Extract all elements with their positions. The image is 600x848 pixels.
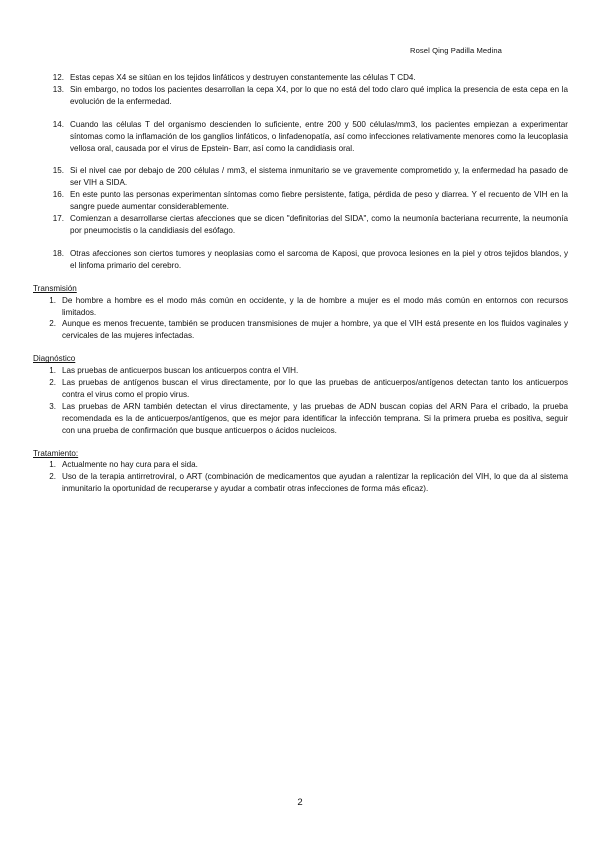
list-item: [30, 295, 568, 319]
item-text: Uso de la terapia antirretroviral, o ART (combinación de medicamentos que ayudan a ralentizar la replicación del VIH, lo que da al sistema inmunitario la oportunidad de recuperarse y ayudar a combatir otras infecciones de forma más eficaz).: [62, 472, 568, 494]
list-item-17: [30, 213, 568, 237]
numbered-list: [30, 72, 568, 272]
item-number: 17.: [52, 214, 64, 224]
item-number: 1.: [49, 460, 56, 470]
item-number: 13.: [52, 84, 64, 94]
item-number: 1.: [49, 295, 56, 305]
item-number: 14.: [52, 119, 64, 129]
item-text: Las pruebas de ARN también detectan el virus directamente, y las pruebas de ADN buscan copias del ARN Para el cribado, la prueba recomendada es la de anticuerpos/antígenos, que es mejor para identificar la infección temprana. Si la primera prueba es positiva, seguir con una prueba de confirmación que busque anticuerpos o ácidos nucleicos.: [62, 401, 568, 435]
document-body: [30, 72, 568, 495]
list-item-13: [30, 84, 568, 108]
item-text: Comienzan a desarrollarse ciertas afecciones que se dicen "definitorias del SIDA", como la neumonía bacteriana recurrente, la neumonía por pneumocistis o la candidiasis del esófago.: [70, 214, 568, 235]
item-number: 2.: [49, 378, 56, 388]
item-number: 1.: [49, 366, 56, 376]
list-item-18: [30, 248, 568, 272]
item-text: Estas cepas X4 se sitúan en los tejidos linfáticos y destruyen constantemente las células T CD4.: [70, 73, 416, 82]
section-heading: Transmisión: [33, 283, 77, 293]
section-transmision: [30, 283, 568, 343]
list-item: [30, 459, 568, 471]
item-number: 18.: [52, 248, 64, 258]
section-diagnostico: [30, 353, 568, 436]
item-number: 15.: [52, 166, 64, 176]
list-item-14: [30, 119, 568, 155]
item-number: 12.: [52, 73, 64, 82]
author-header: Rosel Qing Padilla Medina: [410, 46, 502, 55]
list-item-15: [30, 165, 568, 189]
item-text: Si el nivel cae por debajo de 200 células / mm3, el sistema inmunitario se ve gravemente comprometido y, la enfermedad ha pasado de ser VIH a SIDA.: [70, 166, 568, 188]
item-text: Las pruebas de antígenos buscan el virus directamente, por lo que las pruebas de anticuerpos/antígenos detectan tanto los anticuerpos contra el virus como el propio virus.: [62, 378, 568, 399]
list-item-12: [30, 72, 568, 84]
list-item: [30, 471, 568, 495]
item-number: 2.: [49, 319, 56, 329]
page-number: 2: [297, 797, 303, 808]
item-text: En este punto las personas experimentan síntomas como fiebre persistente, fatiga, pérdida de peso y diarrea. Y el recuento de VIH en la sangre puede aumentar considerablemente.: [70, 190, 568, 212]
item-text: Las pruebas de anticuerpos buscan los anticuerpos contra el VIH.: [62, 366, 299, 376]
item-text: De hombre a hombre es el modo más común en occidente, y la de hombre a mujer es el modo más común en entornos con recursos limitados.: [62, 295, 568, 317]
section-tratamiento: [30, 448, 568, 496]
list-item: [30, 318, 568, 342]
item-number: 16.: [52, 190, 64, 200]
list-item: [30, 377, 568, 401]
item-text: Sin embargo, no todos los pacientes desarrollan la cepa X4, por lo que no está del todo claro qué implica la presencia de esta cepa en la evolución de la enfermedad.: [70, 84, 568, 106]
item-text: Actualmente no hay cura para el sida.: [62, 460, 198, 470]
item-number: 3.: [49, 401, 56, 411]
item-text: Cuando las células T del organismo descienden lo suficiente, entre 200 y 500 células/mm3, los pacientes empiezan a experimentar síntomas como la inflamación de los ganglios linfáticos, o linfadenopatía, así como infecciones relativamente menores como la leucoplasia vellosa oral, causada por el virus de Epstein- Barr, así como la candidiasis oral.: [70, 119, 568, 153]
list-item: [30, 401, 568, 437]
item-text: Otras afecciones son ciertos tumores y neoplasias como el sarcoma de Kaposi, que provoca lesiones en la piel y otros tejidos blandos, y el linfoma primario del cerebro.: [70, 248, 568, 270]
list-item: [30, 365, 568, 377]
list-item-16: [30, 189, 568, 213]
item-number: 2.: [49, 472, 56, 482]
item-text: Aunque es menos frecuente, también se producen transmisiones de mujer a hombre, ya que el VIH está presente en los fluidos vaginales y cervicales de las mujeres infectadas.: [62, 319, 568, 341]
section-heading: Diagnóstico: [33, 354, 76, 364]
section-heading: Tratamiento:: [33, 448, 79, 458]
